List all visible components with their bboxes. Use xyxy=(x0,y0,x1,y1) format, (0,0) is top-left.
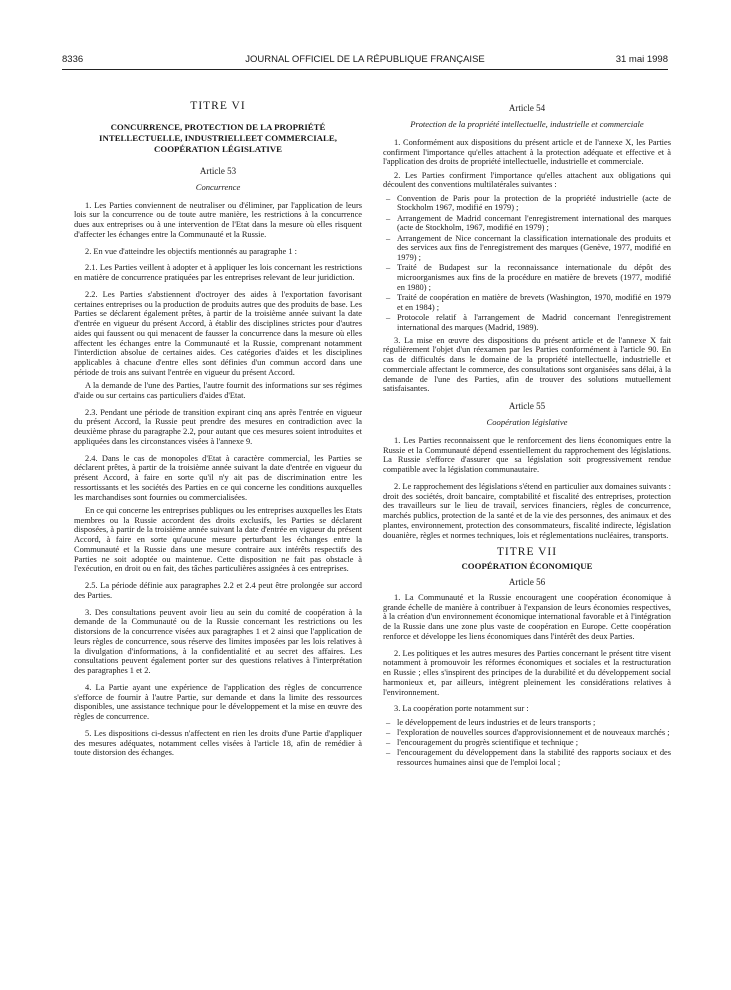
list-item: – l'encouragement du développement dans la stabilité des rapports sociaux et des ressources humaines ainsi que de l'emploi local ; xyxy=(383,748,671,768)
list-item: – Traité de Budapest sur la reconnaissance internationale du dépôt des microorganismes aux fins de la procédure en matière de brevets (1977, modifié en 1980) ; xyxy=(383,263,671,292)
right-column xyxy=(383,98,671,771)
list-item: – l'encouragement du progrès scientifique et technique ; xyxy=(383,738,671,748)
article-53-title: Article 53 xyxy=(199,165,237,176)
header-rule xyxy=(62,69,668,70)
list-item: – Traité de coopération en matière de brevets (Washington, 1970, modifié en 1979 et en 1984) ; xyxy=(383,293,671,313)
article-53-paragraph: 2.3. Pendant une période de transition expirant cinq ans après l'entrée en vigueur du présent Accord, la Russie peut prendre des mesures en contradiction avec la deuxième phrase du paragraphe 2.2, pour autant que ces mesures soient introduites et appliquées dans les circonstances visées à l'annexe 9. xyxy=(74,407,362,446)
list-item: – Convention de Paris pour la protection de la propriété industrielle (acte de Stockholm 1967, modifié en 1979) ; xyxy=(383,194,671,214)
list-item: – l'exploration de nouvelles sources d'approvisionnement et de nouveaux marchés ; xyxy=(383,728,671,738)
article-55-subtitle: Coopération législative xyxy=(486,416,568,427)
page-number: 8336 xyxy=(62,54,84,65)
article-53-subtitle: Concurrence xyxy=(195,181,241,192)
titre-vi-heading: CONCURRENCE, PROTECTION DE LA PROPRIÉTÉ INTELLECTUELLE, INDUSTRIELLEET COMMERCIALE, COOPÉRATION LÉGISLATIVE xyxy=(99,121,337,154)
article-56-title: Article 56 xyxy=(508,577,546,587)
issue-date: 31 mai 1998 xyxy=(615,54,668,65)
article-53-paragraph: A la demande de l'une des Parties, l'autre fournit des informations sur ses régimes d'aide ou sur certains cas particuliers d'aides d'Etat. xyxy=(74,381,362,400)
article-54-paragraph: 1. Conformément aux dispositions du présent article et de l'annexe X, les Parties confirment l'importance qu'elles attachent à la protection adéquate et effective et à l'application des droits de propriété intellectuelle, industrielle et commerciale. xyxy=(383,137,671,167)
list-item: – Arrangement de Nice concernant la classification internationale des produits et des services aux fins de l'enregistrement des marques (Genève, 1977, modifié en 1979) ; xyxy=(383,234,671,263)
article-56-paragraph: 2. Les politiques et les autres mesures des Parties concernant le présent titre visent notamment à promouvoir les réformes économiques et sociales et la restructuration en Russie ; elles s'inspirent des principes de la durabilité et du développement social harmonieux et, par ailleurs, intègrent pleinement les considérations relatives à l'environnement. xyxy=(383,648,671,697)
list-item: – Protocole relatif à l'arrangement de Madrid concernant l'enregistrement international des marques (Madrid, 1989). xyxy=(383,313,671,333)
cooperation-list xyxy=(383,718,671,768)
article-54-subtitle: Protection de la propriété intellectuelle, industrielle et commerciale xyxy=(410,118,644,129)
titre-vii: TITRE VII xyxy=(496,546,558,559)
article-55-paragraph: 1. Les Parties reconnaissent que le renforcement des liens économiques entre la Russie et la Communauté dépend essentiellement du rapprochement des législations. La Russie s'efforce d'assurer que sa législation soit progressivement rendue compatible avec la législation communautaire. xyxy=(383,435,671,474)
list-item: – Arrangement de Madrid concernant l'enregistrement international des marques (acte de Stockholm, 1967, modifié en 1979) ; xyxy=(383,214,671,234)
article-53-paragraph: 2.5. La période définie aux paragraphes 2.2 et 2.4 peut être prolongée sur accord des Parties. xyxy=(74,581,362,600)
article-53-paragraph: 2.1. Les Parties veillent à adopter et à appliquer les lois concernant les restrictions en matière de concurrence pratiquées par les entreprises relevant de leur juridiction. xyxy=(74,263,362,282)
article-53-paragraph: 2.4. Dans le cas de monopoles d'Etat à caractère commercial, les Parties se déclarent prêtes, à partir de la troisième année suivant la date d'entrée en vigueur du présent Accord, à faire en sorte qu'il n'y ait pas de discrimination entre les ressortissants et les sociétés des Parties en ce qui concerne les conditions auxquelles les marchandises sont fournies ou commercialisées. xyxy=(74,453,362,502)
article-53-paragraph: 1. Les Parties conviennent de neutraliser ou d'éliminer, par l'application de leurs lois sur la concurrence ou de toute autre manière, les restrictions à la concurrence dues aux entreprises ou à une intervention de l'Etat dans la mesure où elles risquent d'affecter les échanges entre la Communauté et la Russie. xyxy=(74,200,362,239)
article-54-paragraph: 3. La mise en œuvre des dispositions du présent article et de l'annexe X fait régulièrement l'objet d'un réexamen par les Parties conformément à l'article 90. En cas de difficultés dans le domaine de la propriété intellectuelle, industrielle et commerciale affectant le commerce, des consultations sont organisées sans délai, à la demande de l'une des Parties, afin de trouver des solutions mutuellement satisfaisantes. xyxy=(383,335,671,394)
article-56-paragraph: 1. La Communauté et la Russie encouragent une coopération économique à grande échelle de manière à contribuer à l'expansion de leurs économies respectives, à la création d'un environnement économique international favorable et à l'intégration de la Russie dans une zone plus vaste de coopération en Europe. Cette coopération renforce et développe les liens économiques dans l'intérêt des deux Parties. xyxy=(383,592,671,641)
article-53-paragraph: 2.2. Les Parties s'abstiennent d'octroyer des aides à l'exportation favorisant certaines entreprises ou la production de produits autres que des produits de base. Les Parties se déclarent également prêtes, à partir de la troisième année suivant la date d'entrée en vigueur du présent Accord, à établir des disciplines strictes pour d'autres aides qui faussent ou qui menacent de fausser la concurrence dans la mesure où elles affectent les échanges entre la Communauté et la Russie, comprenant notamment l'interdiction absolue de certaines aides. Ces catégories d'aides et les disciplines applicables à chacune d'entre elles sont définies d'un commun accord dans une période de trois ans suivant l'entrée en vigueur du présent Accord. xyxy=(74,289,362,377)
conventions-list xyxy=(383,194,671,333)
running-header xyxy=(62,54,668,68)
article-53-paragraph: 2. En vue d'atteindre les objectifs mentionnés au paragraphe 1 : xyxy=(85,246,297,256)
article-53-paragraph: 4. La Partie ayant une expérience de l'application des règles de concurrence s'efforce de fournir à l'autre Partie, sur demande et dans la limite des ressources disponibles, une assistance technique pour le développement et la mise en œuvre des règles de concurrence. xyxy=(74,682,362,721)
article-56-paragraph: 3. La coopération porte notamment sur : xyxy=(394,704,529,714)
list-item: – le développement de leurs industries et de leurs transports ; xyxy=(383,718,671,728)
article-53-paragraph: 3. Des consultations peuvent avoir lieu au sein du comité de coopération à la demande de la Communauté ou de la Russie concernant les restrictions ou les distorsions de la concurrence visées aux paragraphes 1 et 2 ainsi que l'application de leurs règles de concurrence, sous réserve des limites imposées par les lois relatives à la divulgation d'informations, à la confidentialité et au secret des affaires. Les consultations peuvent également porter sur des questions relatives à l'interprétation des paragraphes 1 et 2. xyxy=(74,607,362,675)
article-55-paragraph: 2. Le rapprochement des législations s'étend en particulier aux domaines suivants : droit des sociétés, droit bancaire, comptabilité et fiscalité des entreprises, protection des travailleurs sur le lieu de travail, services financiers, règles de concurrence, marchés publics, protection de la santé et de la vie des personnes, des animaux et des plantes, environnement, protection des consommateurs, fiscalité indirecte, législation douanière, règles et normes techniques, lois et réglementations nucléaires, transports. xyxy=(383,481,671,540)
article-55-title: Article 55 xyxy=(508,401,546,411)
article-53-paragraph: 5. Les dispositions ci-dessus n'affectent en rien les droits d'une Partie d'appliquer des mesures adéquates, notamment celles visées à l'article 18, afin de remédier à toute distorsion des échanges. xyxy=(74,728,362,758)
titre-vii-heading: COOPÉRATION ÉCONOMIQUE xyxy=(461,561,593,571)
left-column xyxy=(74,98,362,762)
article-53-paragraph: En ce qui concerne les entreprises publiques ou les entreprises auxquelles les Etats membres ou la Russie accordent des droits exclusifs, les Parties se déclarent disposées, à partir de la troisième année suivant la date d'entrée en vigueur du présent Accord, à faire en sorte qu'aucune mesure perturbant les échanges entre la Communauté et la Russie dans une mesure contraire aux intérêts respectifs des Parties ne soit adoptée ou maintenue. Cette disposition ne fait pas obstacle à l'exécution, en droit ou en fait, des tâches particulières assignées à ces entreprises. xyxy=(74,505,362,574)
article-54-paragraph: 2. Les Parties confirment l'importance qu'elles attachent aux obligations qui découlent des conventions multilatérales suivantes : xyxy=(383,170,671,190)
article-54-title: Article 54 xyxy=(508,103,546,113)
titre-vi: TITRE VI xyxy=(190,100,246,112)
journal-title: JOURNAL OFFICIEL DE LA RÉPUBLIQUE FRANÇAISE xyxy=(245,54,485,65)
